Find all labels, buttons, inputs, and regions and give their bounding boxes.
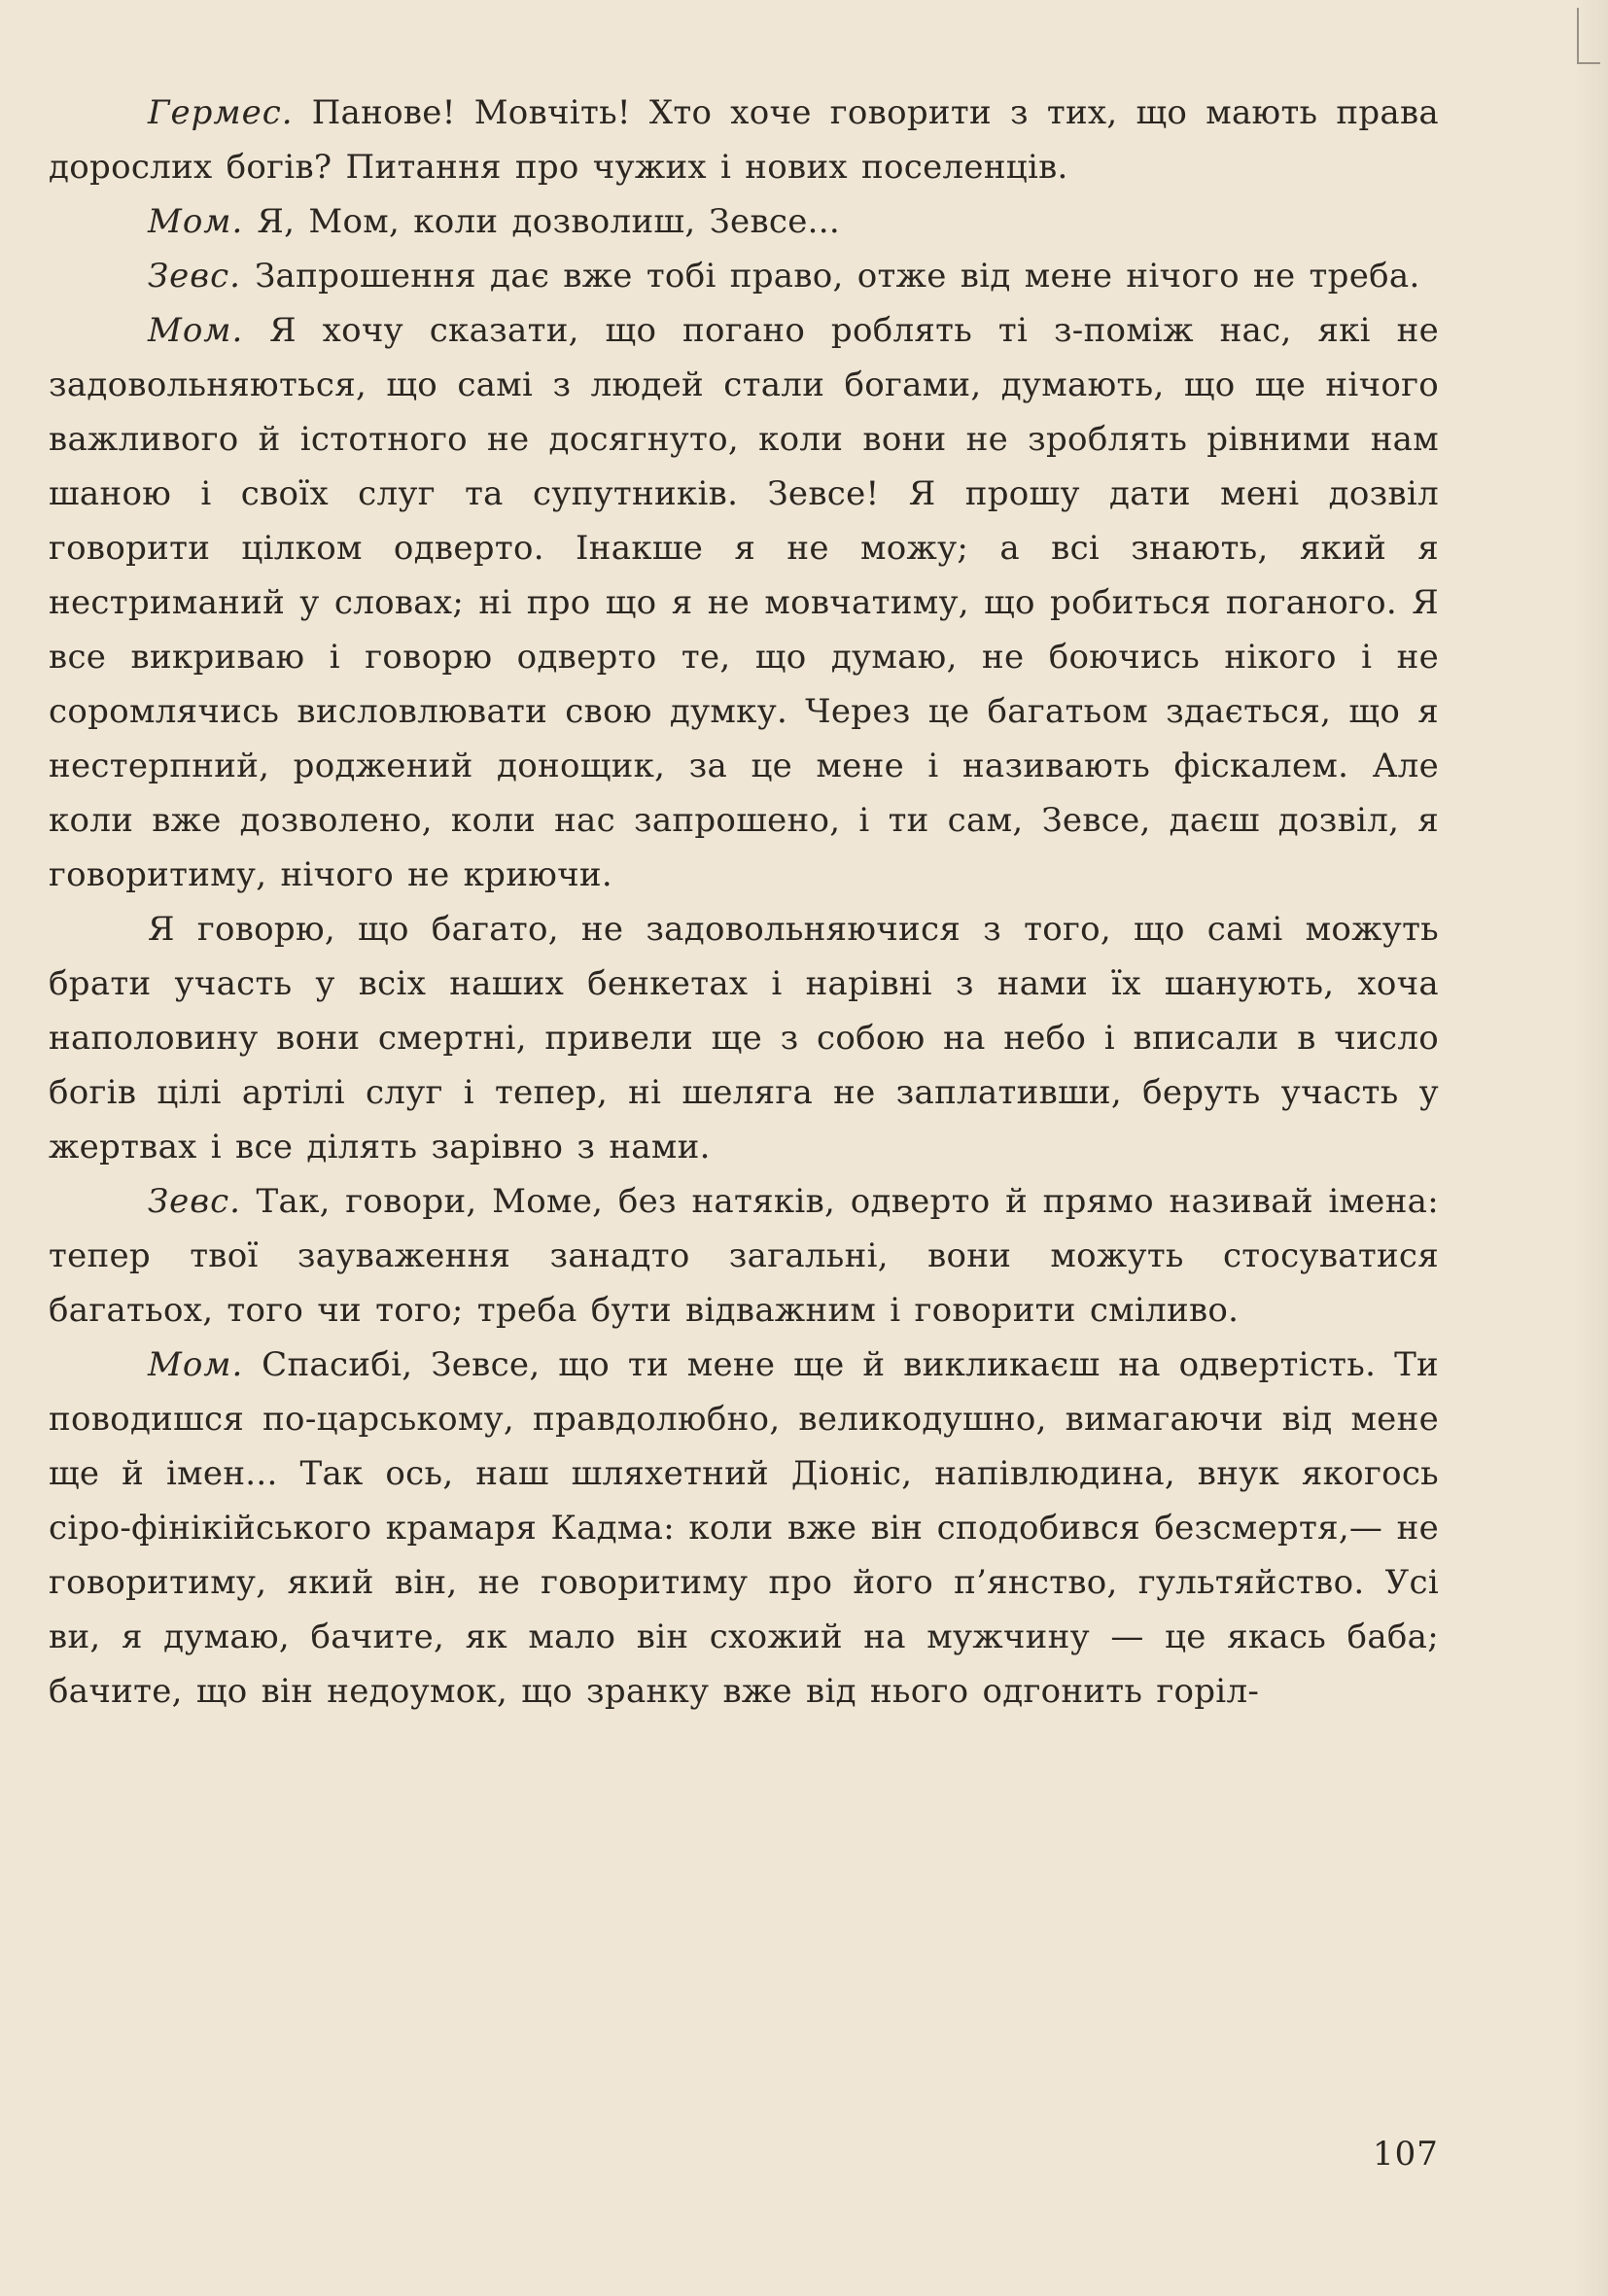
- speaker-name: Зевс.: [148, 1182, 241, 1221]
- paragraph-mom: [49, 303, 1439, 902]
- paragraph-text: Я, Мом, коли дозволиш, Зевсе...: [257, 202, 840, 241]
- paragraph-text: Запрошення дає вже тобі право, отже від мене нічого не треба.: [255, 257, 1420, 296]
- paragraph-zeus: [49, 1174, 1439, 1338]
- paragraph-zeus: [49, 249, 1439, 303]
- page-edge: [1575, 0, 1608, 2296]
- speaker-name: Мом.: [148, 202, 244, 241]
- paragraph-mom: [49, 1338, 1439, 1719]
- paragraph-text: Я хочу сказати, що погано роблять ті з-поміж нас, які не задовольняються, що самі з людей стали богами, думають, що ще нічого важливого й істотного не досягнуто, коли вони не зроблять рівними нам шаною і своїх слуг та супутників. Зевсе! Я прошу дати мені дозвіл говорити цілком одверто. Інакше я не можу; а всі знають, який я нестриманий у словах; ні про що я не мовчатиму, що робиться поганого. Я все викриваю і говорю одверто те, що думаю, не боючись нікого і не соромлячись висловлювати свою думку. Через це багатьом здається, що я нестерпний, роджений донощик, за це мене і називають фіскалем. Але коли вже дозволено, коли нас запрошено, і ти сам, Зевсе, даєш дозвіл, я говоритиму, нічого не криючи.: [49, 311, 1439, 894]
- paragraph-text: Так, говори, Моме, без натяків, одверто й прямо називай імена: тепер твої зауваження занадто загальні, вони можуть стосуватися багатьох, того чи того; треба бути відважним і говорити сміливо.: [49, 1182, 1439, 1330]
- speaker-name: Зевс.: [148, 257, 241, 296]
- paragraph-hermes: [49, 86, 1439, 194]
- paragraph-mom: [49, 194, 1439, 249]
- paragraph-text: Я говорю, що багато, не задовольняючися з того, що самі можуть брати участь у всіх наших бенкетах і нарівні з нами їх шанують, хоча наполовину вони смертні, привели ще з собою на небо і вписали в число богів цілі артілі слуг і тепер, ні шеляга не заплативши, беруть участь у жертвах і все ділять зарівно з нами.: [49, 910, 1439, 1166]
- text-block: [49, 86, 1439, 1719]
- page-number: 107: [1373, 2135, 1439, 2174]
- speaker-name: Мом.: [148, 1345, 244, 1384]
- corner-mark: [1577, 8, 1600, 64]
- paragraph-text: Спасибі, Зевсе, що ти мене ще й викликаєш на одвертість. Ти поводишся по-царському, правдолюбно, великодушно, вимагаючи від мене ще й імен... Так ось, наш шляхетний Діоніс, напівлюдина, внук якогось сіро-фінікійського крамаря Кадма: коли вже він сподобився безсмертя,— не говоритиму, який він, не говоритиму про його п’янство, гультяйство. Усі ви, я думаю, бачите, як мало він схожий на мужчину — це якась баба; бачите, що він недоумок, що зранку вже від нього одгонить горіл-: [49, 1345, 1440, 1711]
- speaker-name: Гермес.: [148, 93, 294, 132]
- paragraph-text: Панове! Мовчіть! Хто хоче говорити з тих, що мають права дорослих богів? Питання про чужих і нових поселенців.: [49, 93, 1439, 187]
- paragraph-continuation: [49, 902, 1439, 1174]
- speaker-name: Мом.: [148, 311, 244, 350]
